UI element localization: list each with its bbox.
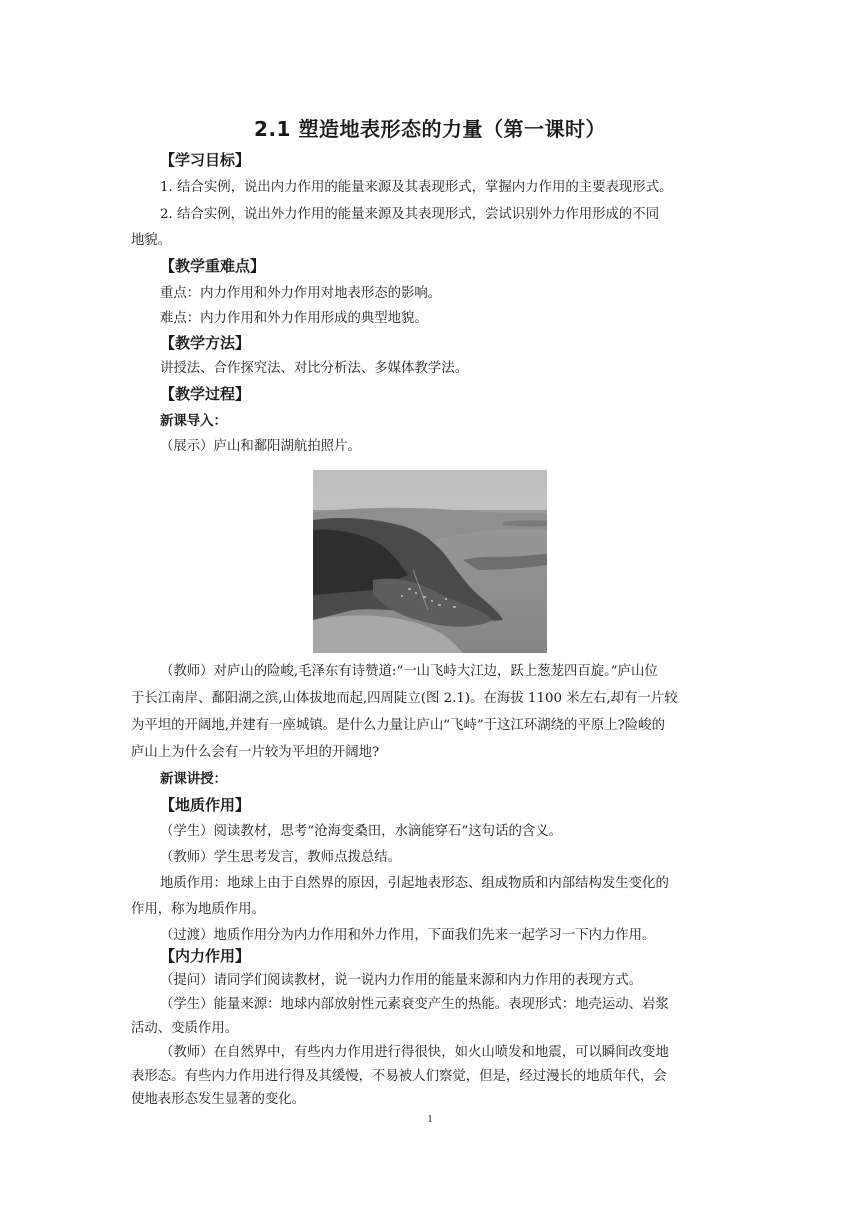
definition-line-1: 地质作用：地球上由于自然界的原因，引起地表形态、组成物质和内部结构发生变化的 [160, 876, 669, 891]
intro-show: （展示）庐山和鄱阳湖航拍照片。 [160, 439, 361, 454]
teacher-intro-line-2: 于长江南岸、鄱阳湖之滨,山体拔地而起,四周陡立(图 2.1)。在海拔 1100 米左右,却有一片较 [131, 691, 678, 706]
teacher-intro-line-3: 为平坦的开阔地,并建有一座城镇。是什么力量让庐山“飞峙”于这江环湖绕的平原上?险峻的 [131, 718, 665, 733]
heading-teaching-process: 【教学过程】 [160, 385, 251, 403]
difficult-point: 难点：内力作用和外力作用形成的典型地貌。 [160, 311, 428, 326]
heading-internal-forces: 【内力作用】 [160, 947, 251, 965]
page-number: 1 [427, 1113, 433, 1125]
objective-1: 1. 结合实例，说出内力作用的能量来源及其表现形式，掌握内力作用的主要表现形式。 [160, 180, 673, 195]
teacher-explain-line-3: 使地表形态发生显著的变化。 [131, 1092, 306, 1107]
heading-learning-objectives: 【学习目标】 [160, 151, 251, 169]
transition: （过渡）地质作用分为内力作用和外力作用，下面我们先来一起学习一下内力作用。 [160, 928, 656, 943]
heading-key-points: 【教学重难点】 [160, 257, 266, 275]
heading-geological-process: 【地质作用】 [160, 796, 251, 814]
subheading-intro: 新课导入： [160, 414, 227, 429]
aerial-photo-lushan-poyang [313, 470, 547, 653]
teaching-methods: 讲授法、合作探究法、对比分析法、多媒体教学法。 [160, 361, 468, 376]
student-answer-line-1: （学生）能量来源：地球内部放射性元素衰变产生的热能。表现形式：地壳运动、岩浆 [160, 997, 669, 1012]
definition-line-2: 作用，称为地质作用。 [131, 902, 265, 917]
question: （提问）请同学们阅读教材，说一说内力作用的能量来源和内力作用的表现方式。 [160, 973, 643, 988]
objective-2-line-1: 2. 结合实例，说出外力作用的能量来源及其表现形式，尝试识别外力作用形成的不同 [160, 207, 660, 222]
objective-2-line-2: 地貌。 [131, 233, 172, 248]
teacher-explain-line-1: （教师）在自然界中，有些内力作用进行得很快，如火山喷发和地震，可以瞬间改变地 [160, 1045, 669, 1060]
heading-teaching-methods: 【教学方法】 [160, 334, 251, 352]
student-reading: （学生）阅读教材，思考“沧海变桑田，水滴能穿石”这句话的含义。 [160, 824, 563, 839]
key-point: 重点：内力作用和外力作用对地表形态的影响。 [160, 286, 442, 301]
teacher-intro-line-1: （教师）对庐山的险峻,毛泽东有诗赞道:“一山飞峙大江边，跃上葱茏四百旋。”庐山位 [160, 664, 658, 679]
teacher-intro-line-4: 庐山上为什么会有一片较为平坦的开阔地? [131, 745, 380, 760]
document-title: 2.1 塑造地表形态的力量（第一课时） [254, 117, 606, 141]
student-answer-line-2: 活动、变质作用。 [131, 1021, 239, 1036]
teacher-explain-line-2: 表形态。有些内力作用进行得及其缓慢，不易被人们察觉，但是，经过漫长的地质年代，会 [131, 1069, 667, 1084]
subheading-new-lesson: 新课讲授： [160, 772, 227, 787]
teacher-summary: （教师）学生思考发言，教师点拨总结。 [160, 850, 402, 865]
